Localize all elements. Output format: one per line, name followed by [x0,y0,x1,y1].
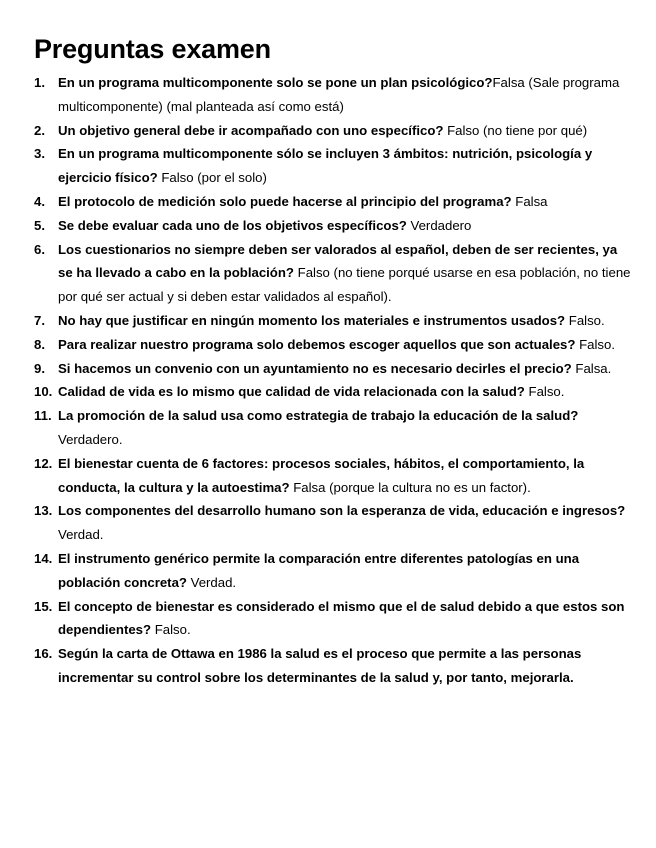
question-item [34,238,632,309]
question-item [34,142,632,190]
question-number: 10. [34,384,53,400]
question-item [34,404,632,452]
question-text: Un objetivo general debe ir acompañado con uno específico? [58,122,444,138]
question-number: 15. [34,598,53,614]
answer-text: Falso (no tiene porqué usarse en esa población, no tiene por qué ser actual y si deben estar validados al español). [58,265,631,305]
answer-text: Verdadero. [58,431,123,447]
question-text: El instrumento genérico permite la comparación entre diferentes patologías en una población concreta? [58,550,580,590]
question-number: 14. [34,550,53,566]
question-item [34,190,632,214]
question-text: Los componentes del desarrollo humano son la esperanza de vida, educación e ingresos? [58,503,626,519]
question-item [34,119,632,143]
question-item [34,595,632,643]
question-text: El bienestar cuenta de 6 factores: procesos sociales, hábitos, el comportamiento, la conducta, la cultura y la autoestima? [58,455,585,495]
question-text: El protocolo de medición solo puede hacerse al principio del programa? [58,193,512,209]
question-list [34,71,632,690]
answer-text: Falsa (porque la cultura no es un factor). [289,479,531,495]
question-number: 12. [34,455,53,471]
question-text: No hay que justificar en ningún momento los materiales e instrumentos usados? [58,312,566,328]
question-text: Se debe evaluar cada uno de los objetivos específicos? [58,217,407,233]
question-text: En un programa multicomponente sólo se incluyen 3 ámbitos: nutrición, psicología y ejercicio físico? [58,146,593,186]
question-item [34,71,632,119]
question-item [34,380,632,404]
question-number: 3. [34,146,45,162]
answer-text: Falsa. [571,360,612,376]
question-number: 7. [34,312,45,328]
question-text: Para realizar nuestro programa solo debemos escoger aquellos que son actuales? [58,336,576,352]
question-text: Si hacemos un convenio con un ayuntamiento no es necesario decirles el precio? [58,360,572,376]
question-number: 11. [34,408,52,424]
question-number: 5. [34,217,45,233]
answer-text: Falso (por el solo) [157,170,267,186]
question-item [34,452,632,500]
answer-text: Falso (no tiene por qué) [443,122,588,138]
question-item [34,499,632,547]
question-number: 16. [34,646,53,662]
answer-text: Verdad. [58,527,104,543]
question-item [34,309,632,333]
question-text: En un programa multicomponente solo se pone un plan psicológico? [58,75,493,90]
answer-text: Falso. [524,384,565,400]
question-number: 6. [34,241,45,257]
question-item [34,333,632,357]
answer-text: Verdad. [186,574,237,590]
question-number: 9. [34,360,45,376]
question-item [34,642,632,690]
question-text: La promoción de la salud usa como estrategia de trabajo la educación de la salud? [58,408,579,424]
question-number: 2. [34,122,45,138]
question-number: 1. [34,75,45,90]
question-text: El concepto de bienestar es considerado el mismo que el de salud debido a que estos son dependientes? [58,598,625,638]
question-text: Según la carta de Ottawa en 1986 la salud es el proceso que permite a las personas incrementar su control sobre los determinantes de la salud y, por tanto, mejorarla. [58,646,582,685]
page-title: Preguntas examen [34,34,271,64]
answer-text: Falsa (Sale programa multicomponente) (mal planteada así como está) [58,75,620,114]
answer-text: Falso. [575,336,615,352]
question-item [34,357,632,381]
answer-text: Verdadero [406,217,472,233]
answer-text: Falso. [565,312,605,328]
question-item [34,547,632,595]
question-text: Los cuestionarios no siempre deben ser valorados al español, deben de ser recientes, ya se ha llevado a cabo en la población? [58,241,618,281]
answer-text: Falso. [151,622,191,638]
question-text: Calidad de vida es lo mismo que calidad de vida relacionada con la salud? [58,384,525,400]
question-number: 8. [34,336,45,352]
question-item [34,214,632,238]
answer-text: Falsa [511,193,548,209]
question-number: 13. [34,503,53,519]
question-number: 4. [34,193,45,209]
